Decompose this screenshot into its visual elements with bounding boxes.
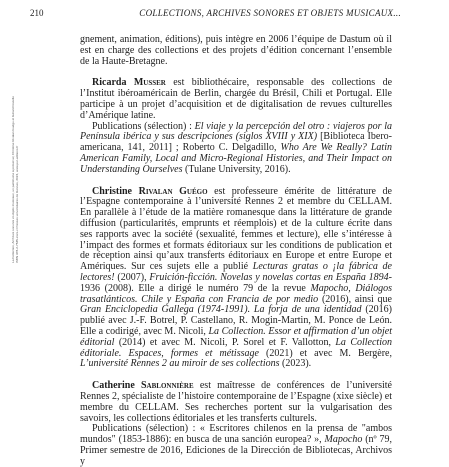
bio-sablonniere: Catherine Sablonnière est maîtresse de conférences de l’université Rennes 2, spécialiste de l’histoire contemporaine de l’Espagne (xixe siècle) et membre du CELLAM. Ses recherches portent sur la vulgarisation des savoirs, les collections éditoriales et les transferts culturels. xyxy=(80,380,392,424)
page-number: 210 xyxy=(30,8,44,18)
book-title: Fruición-ficción. Novelas y novelas cortas en España 1894 xyxy=(149,271,389,283)
book-title: Gran Enciclopedia Gallega (1974-1991). La forja de una identidad xyxy=(80,304,362,316)
running-title: COLLECTIONS, ARCHIVES SONORES ET OBJETS MUSICAUX... xyxy=(139,8,401,18)
journal-title: Mapocho xyxy=(324,434,363,446)
page-header xyxy=(30,8,401,22)
bio-text: est bibliothécaire, responsable des collections de l’Institut ibéroaméricain de Berlin, chargée du Brésil, Chili et Portugal. Elle participe à un projet d’acquisition et de digitalisation de revues culturelles d’Amérique latine. xyxy=(80,77,393,121)
publication-title: Who Are We Really? Latin American Family, Local and Micro-Regional Histories, and Their Impact on Understanding Ourselves xyxy=(80,142,392,175)
century-numeral: xixe xyxy=(336,390,354,402)
author-last-name: Rivalan Guégo xyxy=(138,185,208,197)
intro-paragraph: gnement, animation, éditions), puis intègre en 2006 l’équipe de Dastum où il est en charge des collections et des projets d’édition concernant l’ensemble de la Haute-Bretagne. xyxy=(80,34,392,67)
publication-title: El viaje y la percepción del otro : viajeros por la Península ibérica y sus descripciones (siglos XVIII y XIX) xyxy=(80,120,392,143)
author-last-name: Musser xyxy=(133,77,166,89)
sidebar-line-2: ISBN 978-2-7535-xxxx-x Presses universitaires de Rennes, 2024, www.pur-editions.fr xyxy=(14,145,19,263)
book-title: Mapocho, Diálogos trasatlánticos. Chile y España con Francia de por medio xyxy=(80,282,392,305)
publications-musser: Publications (sélection) : El viaje y la percepción del otro : viajeros por la Península ibérica y sus descripciones (siglos XVIII y XIX) [Biblioteca Ibero-americana, 141, 2011] ; Roberto C. Delgadillo, Who Are We Really? Latin American Family, Local and Micro-Regional Histories, and Their Impact on Understanding Ourselves (Tulane University, 2016). xyxy=(80,120,392,175)
copyright-sidebar xyxy=(11,96,20,263)
bio-musser xyxy=(80,78,392,121)
page-body xyxy=(80,35,392,467)
author-first-name: Ricarda xyxy=(92,77,127,89)
book-title: La Collection éditoriale. Espaces, formes et métissage xyxy=(80,336,392,359)
book-title: La Collection. Essor et affirmation d’un objet éditorial xyxy=(80,325,392,348)
bio-rivalan-guego: Christine Rivalan Guégo est professeure émérite de littérature de l’Espagne contemporaine à l’université Rennes 2 et membre du CELLAM. En parallèle à l’étude de la matière romanesque dans la littérature de grande diffusion (particularités, emprunts et réemplois) et de la culture écrite dans ses rapports avec la société (sexualité, femmes et lecture), elle s’intéresse à l’impact des formes et formats éditoriaux sur les conditions de publication et de réception ainsi qu’aux transferts éditoriaux en Europe et entre Europe et Amériques. Sur ces sujets elle a publié Lecturas gratas o ¡la fábrica de lectores! (2007), Fruición-ficción. Novelas y novelas cortas en España 1894-1936 (2008). Elle a dirigé le numéro 79 de la revue Mapocho, Diálogos trasatlánticos. Chile y España con Francia de por medio (2016), ainsi que Gran Enciclopedia Gallega (1974-1991). La forja de una identidad (2016) publié avec J.-F. Botrel, P. Castellano, R. Mogin-Martin, M. Ponce de León. Elle a codirigé, avec M. Nicoli, La Collection. Essor et affirmation d’un objet éditorial (2014) et avec M. Nicoli, P. Sorel et F. Vallotton, La Collection éditoriale. Espaces, formes et métissage (2021) et avec M. Bergère, L’université Rennes 2 au miroir de ses collections (2023). xyxy=(80,185,392,370)
book-title: Lecturas gratas o ¡la fábrica de lectores! xyxy=(80,261,392,283)
author-first-name: Catherine xyxy=(92,380,135,392)
sidebar-line-1: La Collection, Archives sonores et objets musicaux, un patrimoine à préserver, Christine Rivalan Guégo et Gérard Rozelle xyxy=(11,96,15,263)
book-title: L’université Rennes 2 au miroir de ses collections xyxy=(80,358,280,370)
publications-sablonniere: Publications (sélection) : « Escritores chilenos en la prensa de "ambos mundos" (1853-1886): en busca de una sanción europea? », Mapocho (nº 79, Primer semestre de 2016, Ediciones de la Dirección de Bibliotecas, Archivos y xyxy=(80,423,392,467)
author-last-name: Sablonnière xyxy=(141,380,194,392)
author-first-name: Christine xyxy=(92,185,132,197)
